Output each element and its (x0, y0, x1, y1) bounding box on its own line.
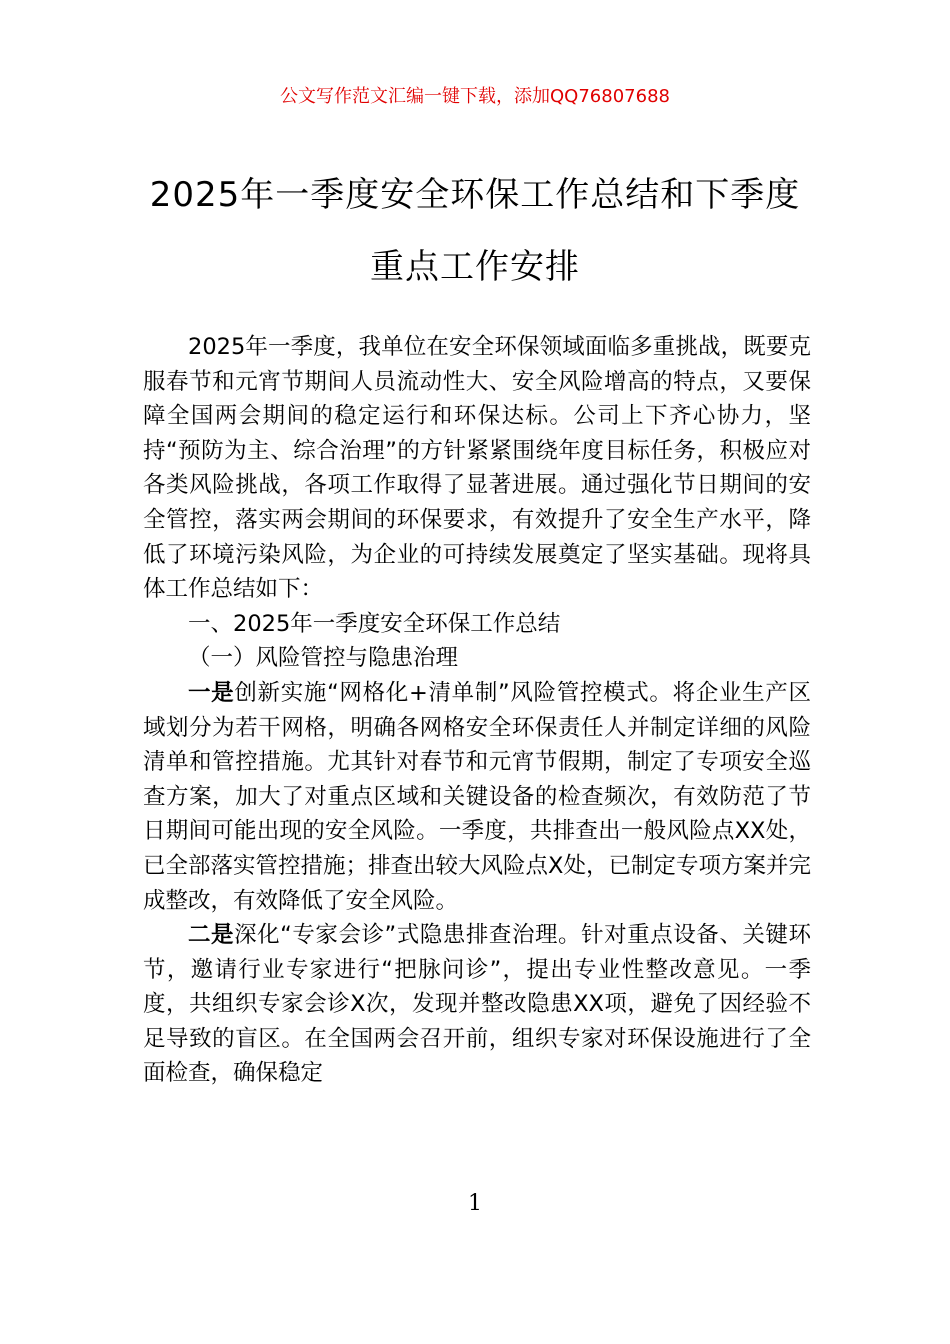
document-title-line-2: 重点工作安排 (370, 247, 580, 287)
document-body (143, 330, 811, 1091)
item-lead-2: 二是 (188, 922, 235, 949)
item-paragraph-2 (143, 918, 811, 1091)
item-text-2: 深化“专家会诊”式隐患排查治理。针对重点设备、关键环节，邀请行业专家进行“把脉问诊”，提出专业性整改意见。一季度，共组织专家会诊X次，发现并整改隐患XX项，避免了因经验不足导致的盲区。在全国两会召开前，组织专家对环保设施进行了全面检查，确保稳定 (143, 922, 811, 1087)
section-heading: 一、2025年一季度安全环保工作总结 (188, 610, 561, 637)
item-text-1: 创新实施“网格化+清单制”风险管控模式。将企业生产区域划分为若干网格，明确各网格安全环保责任人并制定详细的风险清单和管控措施。尤其针对春节和元宵节假期，制定了专项安全巡查方案，加大了对重点区域和关键设备的检查频次，有效防范了节日期间可能出现的安全风险。一季度，共排查出一般风险点XX处，已全部落实管控措施；排查出较大风险点X处，已制定专项方案并完成整改，有效降低了安全风险。 (143, 679, 811, 914)
intro-paragraph: 2025年一季度，我单位在安全环保领域面临多重挑战，既要克服春节和元宵节期间人员流动性大、安全风险增高的特点，又要保障全国两会期间的稳定运行和环保达标。公司上下齐心协力，坚持“预防为主、综合治理”的方针紧紧围绕年度目标任务，积极应对各类风险挑战，各项工作取得了显著进展。通过强化节日期间的安全管控，落实两会期间的环保要求，有效提升了安全生产水平，降低了环境污染风险，为企业的可持续发展奠定了坚实基础。现将具体工作总结如下： (143, 334, 811, 603)
item-paragraph-1 (143, 676, 811, 918)
subsection-heading: （一）风险管控与隐患治理 (188, 645, 459, 672)
document-title-line-1: 2025年一季度安全环保工作总结和下季度 (149, 175, 801, 215)
download-promo-note: 公文写作范文汇编一键下载，添加QQ76807688 (280, 86, 670, 107)
item-lead-1: 一是 (188, 679, 235, 706)
page-number: 1 (468, 1191, 482, 1216)
